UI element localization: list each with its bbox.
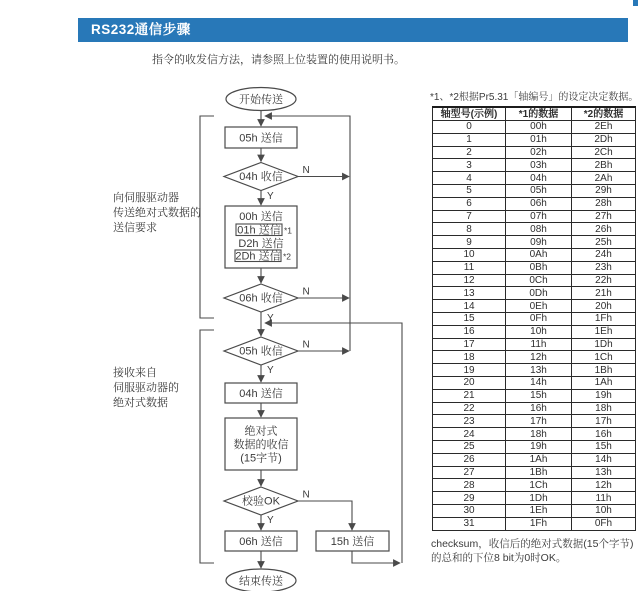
table-cell: 2Ah xyxy=(572,172,636,185)
table-row xyxy=(433,479,636,492)
page-edge-tab xyxy=(633,0,638,6)
section-title-bar xyxy=(78,18,628,42)
table-cell: 2 xyxy=(433,146,506,159)
table-cell: 24 xyxy=(433,428,506,441)
table-row xyxy=(433,376,636,389)
table-cell: 9 xyxy=(433,236,506,249)
table-cell: 1Bh xyxy=(572,364,636,377)
table-row xyxy=(433,504,636,517)
check-ok-label: 校验OK xyxy=(242,495,280,508)
table-cell: 13 xyxy=(433,287,506,300)
table-cell: 16h xyxy=(506,402,572,415)
table-row xyxy=(433,415,636,428)
intro-text: 指令的收发信方法，请参照上位装置的使用说明书。 xyxy=(152,54,405,66)
table-cell: 1Ch xyxy=(572,351,636,364)
table-cell: 1Fh xyxy=(506,517,572,530)
table-cell: 0Fh xyxy=(572,517,636,530)
table-cell: 28h xyxy=(572,197,636,210)
retry-route xyxy=(352,551,400,563)
phase1-label: 送信要求 xyxy=(113,222,157,234)
send-00h-label: 00h 送信 xyxy=(239,211,283,223)
section-title: RS232通信步骤 xyxy=(91,22,191,37)
checksum-note-line: checksum，收信后的绝对式数据(15个字节) xyxy=(431,538,634,550)
table-cell: 03h xyxy=(506,159,572,172)
table-row xyxy=(433,197,636,210)
table-cell: 19h xyxy=(572,389,636,402)
abs-data-label: (15字节) xyxy=(240,452,282,465)
table-cell: 17h xyxy=(506,415,572,428)
table-row xyxy=(433,517,636,530)
table-cell: 1Ch xyxy=(506,479,572,492)
table-cell: 21 xyxy=(433,389,506,402)
table-row xyxy=(433,466,636,479)
table-row xyxy=(433,338,636,351)
table-cell: 00h xyxy=(506,121,572,134)
table-cell: 26h xyxy=(572,223,636,236)
table-cell: 4 xyxy=(433,172,506,185)
recv-04h-label: 04h 收信 xyxy=(239,171,283,183)
table-cell: 28 xyxy=(433,479,506,492)
table-cell: 1Fh xyxy=(572,312,636,325)
table-cell: 12 xyxy=(433,274,506,287)
table-cell: 0Ch xyxy=(506,274,572,287)
table-cell: 29h xyxy=(572,184,636,197)
send-06h-label: 06h 送信 xyxy=(239,536,283,548)
table-cell: 24h xyxy=(572,248,636,261)
table-cell: 0 xyxy=(433,121,506,134)
table-row xyxy=(433,274,636,287)
star1-mark: *1 xyxy=(284,225,293,236)
start-label: 开始传送 xyxy=(239,94,283,106)
recv-05h-label: 05h 收信 xyxy=(239,345,283,358)
table-cell: 26 xyxy=(433,453,506,466)
axis-id-table xyxy=(432,106,636,531)
rs232-flowchart xyxy=(105,85,415,591)
table-cell: 16h xyxy=(572,428,636,441)
table-cell: 1Dh xyxy=(506,492,572,505)
table-cell: 22 xyxy=(433,402,506,415)
table-cell: 18h xyxy=(506,428,572,441)
table-cell: 13h xyxy=(572,466,636,479)
send-2dh-label: 2Dh 送信 xyxy=(235,250,281,263)
table-cell: 15 xyxy=(433,312,506,325)
table-cell: 0Fh xyxy=(506,312,572,325)
yes-label: Y xyxy=(267,313,274,324)
table-row xyxy=(433,364,636,377)
table-cell: 12h xyxy=(572,479,636,492)
axis-table-body xyxy=(433,121,636,531)
table-row xyxy=(433,159,636,172)
yes-label: Y xyxy=(267,515,274,526)
table-cell: 17 xyxy=(433,338,506,351)
table-cell: 11h xyxy=(506,338,572,351)
table-cell: 2Ch xyxy=(572,146,636,159)
checksum-note-line: 的总和的下位8 bit为0时OK。 xyxy=(431,551,567,564)
table-cell: 6 xyxy=(433,197,506,210)
abs-data-label: 数据的收信 xyxy=(233,439,289,451)
table-cell: 3 xyxy=(433,159,506,172)
table-row xyxy=(433,133,636,146)
table-cell: 10 xyxy=(433,248,506,261)
phase1-label: 传送绝对式数据的 xyxy=(113,207,201,219)
table-cell: 20 xyxy=(433,376,506,389)
phase2-label: 接收来自 xyxy=(113,367,157,379)
send-04h-label: 04h 送信 xyxy=(239,388,283,400)
abs-data-label: 绝对式 xyxy=(244,425,278,438)
table-cell: 10h xyxy=(572,504,636,517)
no-label: N xyxy=(302,489,310,501)
table-cell: 01h xyxy=(506,133,572,146)
end-label: 结束传送 xyxy=(239,575,283,588)
table-cell: 18 xyxy=(433,351,506,364)
table-cell: 1 xyxy=(433,133,506,146)
table-cell: 2Bh xyxy=(572,159,636,172)
send-01h-label: 01h 送信 xyxy=(237,224,281,237)
table-cell: 14 xyxy=(433,300,506,313)
table-cell: 15h xyxy=(572,440,636,453)
table-cell: 08h xyxy=(506,223,572,236)
table-row xyxy=(433,287,636,300)
table-cell: 19 xyxy=(433,364,506,377)
send-15h-label: 15h 送信 xyxy=(330,536,375,548)
table-cell: 14h xyxy=(506,376,572,389)
table-cell: 06h xyxy=(506,197,572,210)
phase2-label: 绝对式数据 xyxy=(113,397,168,409)
table-row xyxy=(433,172,636,185)
table-cell: 25h xyxy=(572,236,636,249)
table-cell: 7 xyxy=(433,210,506,223)
table-cell: 1Bh xyxy=(506,466,572,479)
table-cell: 1Ah xyxy=(506,453,572,466)
table-cell: 5 xyxy=(433,184,506,197)
table-cell: 20h xyxy=(572,300,636,313)
table-cell: 15h xyxy=(506,389,572,402)
checksum-note xyxy=(431,538,633,565)
table-cell: 1Ah xyxy=(572,376,636,389)
yes-label: Y xyxy=(267,191,274,202)
table-cell: 1Eh xyxy=(506,504,572,517)
table-cell: 8 xyxy=(433,223,506,236)
table-row xyxy=(433,146,636,159)
table-cell: 29 xyxy=(433,492,506,505)
table-row xyxy=(433,223,636,236)
table-cell: 18h xyxy=(572,402,636,415)
send-d2h-label: D2h 送信 xyxy=(238,238,284,250)
table-row xyxy=(433,402,636,415)
table-cell: 13h xyxy=(506,364,572,377)
yes-label: Y xyxy=(267,365,274,376)
table-cell: 23 xyxy=(433,415,506,428)
table-cell: 0Ah xyxy=(506,248,572,261)
table-cell: 04h xyxy=(506,172,572,185)
table-row xyxy=(433,210,636,223)
table-cell: 31 xyxy=(433,517,506,530)
col-header-star1: *1的数据 xyxy=(506,107,572,121)
table-cell: 0Dh xyxy=(506,287,572,300)
table-row xyxy=(433,492,636,505)
table-cell: 14h xyxy=(572,453,636,466)
table-cell: 10h xyxy=(506,325,572,338)
table-row xyxy=(433,121,636,134)
table-cell: 2Eh xyxy=(572,121,636,134)
table-cell: 09h xyxy=(506,236,572,249)
table-row xyxy=(433,300,636,313)
table-cell: 1Eh xyxy=(572,325,636,338)
phase1-label: 向伺服驱动器 xyxy=(113,192,179,204)
table-row xyxy=(433,440,636,453)
phase2-bracket xyxy=(200,330,214,563)
table-header-row xyxy=(433,107,636,121)
phase1-bracket xyxy=(200,116,214,318)
table-row xyxy=(433,325,636,338)
table-cell: 27h xyxy=(572,210,636,223)
table-cell: 16 xyxy=(433,325,506,338)
table-cell: 0Eh xyxy=(506,300,572,313)
table-row xyxy=(433,184,636,197)
star2-mark: *2 xyxy=(283,251,292,262)
table-cell: 21h xyxy=(572,287,636,300)
no-label: N xyxy=(302,286,310,298)
table-cell: 02h xyxy=(506,146,572,159)
table-row xyxy=(433,351,636,364)
table-cell: 05h xyxy=(506,184,572,197)
table-cell: 27 xyxy=(433,466,506,479)
col-header-star2: *2的数据 xyxy=(572,107,636,121)
table-row xyxy=(433,236,636,249)
table-row xyxy=(433,248,636,261)
phase2-label: 伺服驱动器的 xyxy=(113,382,179,394)
table-cell: 30 xyxy=(433,504,506,517)
no-label: N xyxy=(302,339,310,351)
table-cell: 11h xyxy=(572,492,636,505)
table-cell: 25 xyxy=(433,440,506,453)
table-cell: 0Bh xyxy=(506,261,572,274)
table-cell: 07h xyxy=(506,210,572,223)
recv-06h-label: 06h 收信 xyxy=(239,292,283,305)
no-label: N xyxy=(302,165,310,176)
axis-note: *1、*2根据Pr5.31「轴编号」的设定决定数据。 xyxy=(430,92,638,103)
table-cell: 23h xyxy=(572,261,636,274)
table-row xyxy=(433,389,636,402)
table-cell: 12h xyxy=(506,351,572,364)
table-cell: 19h xyxy=(506,440,572,453)
table-cell: 22h xyxy=(572,274,636,287)
table-row xyxy=(433,453,636,466)
table-cell: 1Dh xyxy=(572,338,636,351)
table-cell: 11 xyxy=(433,261,506,274)
send-05h-label: 05h 送信 xyxy=(239,132,283,145)
table-row xyxy=(433,428,636,441)
col-header-axis: 轴型号(示例) xyxy=(433,107,506,121)
table-row xyxy=(433,312,636,325)
no-branch xyxy=(298,501,352,530)
table-cell: 17h xyxy=(572,415,636,428)
table-cell: 2Dh xyxy=(572,133,636,146)
table-row xyxy=(433,261,636,274)
